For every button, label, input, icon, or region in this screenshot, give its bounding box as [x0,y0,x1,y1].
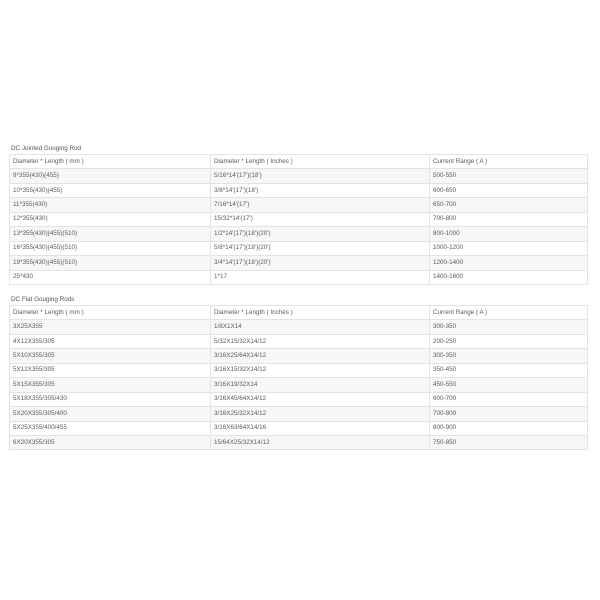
table-row [10,435,588,449]
table-cell: 350-450 [430,363,588,377]
table-cell: 5X10X355/305 [10,349,211,363]
column-header: Diameter * Length ( Inches ) [211,155,430,169]
table-cell: 10*355(430)(455) [10,183,211,197]
table-row [10,349,588,363]
table-row [10,227,588,241]
table-row [10,363,588,377]
table-header-row [10,155,588,169]
table-row [10,198,588,212]
table-cell: 700-800 [430,212,588,226]
flat-gouging-rods-table [9,305,588,450]
table-cell: 200-250 [430,334,588,348]
table-row [10,392,588,406]
table-row [10,256,588,270]
table-row [10,212,588,226]
table-cell: 3/16X45/64X14/12 [211,392,430,406]
table-cell: 3X25X355 [10,320,211,334]
table-cell: 1/2*14'(17')(18')(20') [211,227,430,241]
table-row [10,378,588,392]
table-header-row [10,306,588,320]
table-cell: 1400-1600 [430,270,588,284]
table-cell: 600-650 [430,183,588,197]
table-cell: 5/8*14'(17')(18')(20') [211,241,430,255]
table-cell: 7/16*14'(17') [211,198,430,212]
table-cell: 750-850 [430,435,588,449]
table-cell: 3/16X63/64X14/16 [211,421,430,435]
table-cell: 5X20X355/305/400 [10,407,211,421]
column-header: Diameter * Length ( mm ) [10,306,211,320]
table-row [10,407,588,421]
table-cell: 12*355(430) [10,212,211,226]
table-cell: 15/32*14'(17') [211,212,430,226]
table-cell: 19*355(430)(455)(510) [10,256,211,270]
table-cell: 3/4*14'(17')(18')(20') [211,256,430,270]
table-row [10,421,588,435]
table-cell: 1*17 [211,270,430,284]
table-cell: 13*355(430)(455)(510) [10,227,211,241]
table-cell: 450-550 [430,378,588,392]
table-row [10,334,588,348]
table-cell: 3/8*14'(17')(18') [211,183,430,197]
table-cell: 3/16X25/64X14/12 [211,349,430,363]
jointed-gouging-rod-table [9,154,588,285]
table-cell: 5X12X355/305 [10,363,211,377]
table-cell: 3/16X19/32X14 [211,378,430,392]
table-cell: 300-350 [430,320,588,334]
section-title-jointed: DC Jointed Gouging Rod [11,145,82,152]
table-cell: 5/16*14'(17')(18') [211,169,430,183]
table-cell: 5X18X355/305/430 [10,392,211,406]
table-cell: 1/8X1X14 [211,320,430,334]
table-cell: 1000-1200 [430,241,588,255]
column-header: Current Range ( A ) [430,306,588,320]
section-title-flat: DC Flat Gouging Rods [11,296,75,303]
table-cell: 3/16X25/32X14/12 [211,407,430,421]
table-cell: 1200-1400 [430,256,588,270]
table-cell: 600-700 [430,392,588,406]
table-row [10,183,588,197]
table-cell: 500-550 [430,169,588,183]
table-cell: 5X15X355/305 [10,378,211,392]
column-header: Current Range ( A ) [430,155,588,169]
table-cell: 16*355(430)(455)(510) [10,241,211,255]
table-cell: 800-1000 [430,227,588,241]
table-cell: 6X20X355/305 [10,435,211,449]
table-cell: 15/64X25/32X14/12 [211,435,430,449]
table-cell: 8*355(430)(455) [10,169,211,183]
table-cell: 650-700 [430,198,588,212]
table-cell: 11*355(430) [10,198,211,212]
table-cell: 800-900 [430,421,588,435]
table-cell: 4X12X355/305 [10,334,211,348]
table-row [10,241,588,255]
table-cell: 5/32X15/32X14/12 [211,334,430,348]
table-row [10,169,588,183]
table-cell: 5X25X355/400/455 [10,421,211,435]
table-cell: 25*430 [10,270,211,284]
table-cell: 3/16X15/32X14/12 [211,363,430,377]
column-header: Diameter * Length ( mm ) [10,155,211,169]
table-cell: 700-800 [430,407,588,421]
table-row [10,270,588,284]
column-header: Diameter * Length ( Inches ) [211,306,430,320]
table-row [10,320,588,334]
table-cell: 300-350 [430,349,588,363]
